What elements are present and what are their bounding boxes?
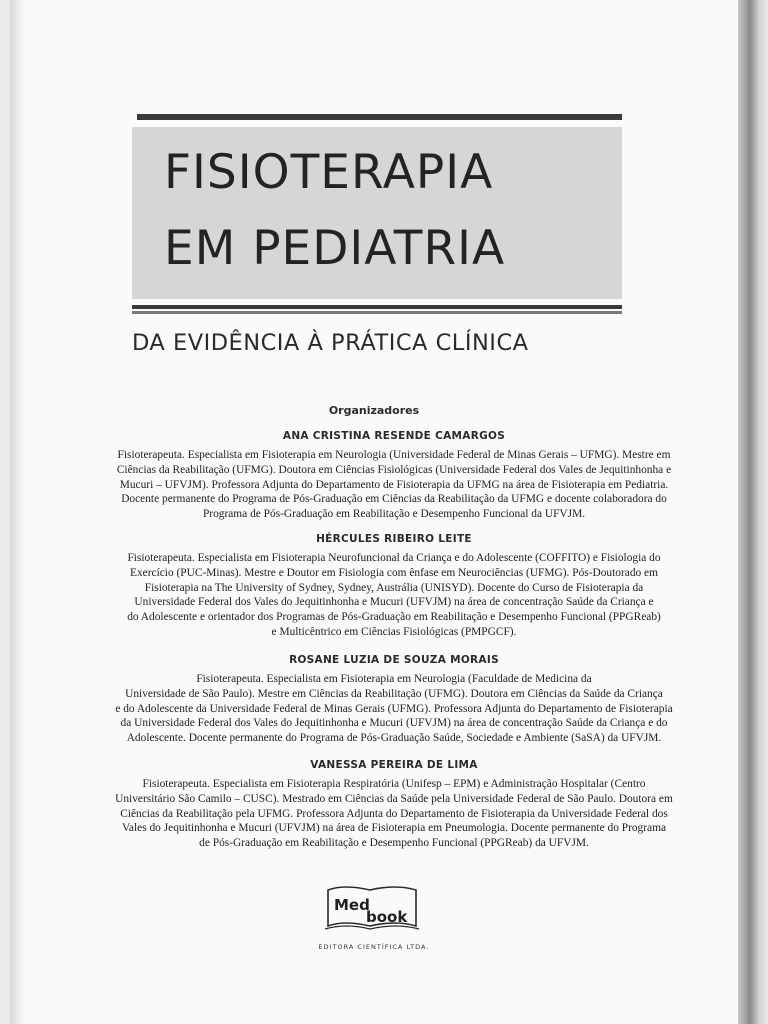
book-title-page [10,0,738,1024]
book-title-line-2: EM PEDIATRIA [164,221,506,276]
bio-line: Fisioterapeuta. Especialista em Fisioterapia Neurofuncional da Criança e do Adolescente (COFFITO) e Fisiologia do [127,552,661,564]
bio-line: Exercício (PUC-Minas). Mestre e Doutor em Fisiologia com ênfase em Neurociências (UFMG). Pós-Doutorado em [130,566,658,579]
bio-line: Ciências da Reabilitação (UFMG). Doutora em Ciências Fisiológicas (Universidade Federal dos Vales de Jequitinhonha e [116,463,672,476]
book-pages-edge [325,926,419,929]
logo-word-book: book [366,908,408,926]
author-block [64,759,724,851]
bio-line: e do Adolescente da Universidade Federal de Minas Gerais (UFMG). Professora Adjunta do Departamento de Fisioterapia [115,702,673,715]
bio-line: Fisioterapia na The University of Sydney, Sydney, Austrália (UNISYD). Docente do Curso de Fisioterapia da [144,581,644,594]
author-name: ANA CRISTINA RESENDE CAMARGOS [282,430,506,442]
bio-line: Universidade de São Paulo). Mestre em Ciências da Reabilitação (UFMG). Doutora em Ciências da Saúde da Criança [125,687,663,700]
bio-line: Fisioterapeuta. Especialista em Fisioterapia em Neurologia (Faculdade de Medicina da [196,673,592,685]
bio-line: Vales do Jequitinhonha e Mucuri (UFVJM) na área de Fisioterapia em Pneumologia. Docente permanente do Programa [121,822,667,835]
page-edge-shadow [738,0,768,1024]
author-name: HÉRCULES RIBEIRO LEITE [316,533,472,545]
author-bio [64,777,724,851]
bio-line: Fisioterapeuta. Especialista em Fisioterapia Respiratória (Unifesp – EPM) e Administração Hospitalar (Centro [142,778,646,790]
title-bottom-rule [132,305,622,314]
page-gutter-shadow [10,0,24,1024]
medbook-logo [322,882,422,932]
author-bio [64,448,724,522]
book-title-line-1: FISIOTERAPIA [164,145,494,200]
bio-line: Docente permanente do Programa de Pós-Graduação em Ciências da Reabilitação da UFMG e docente colaboradora do [121,493,667,506]
organizers-label: Organizadores [328,404,420,417]
author-block [64,654,724,746]
bio-line: de Pós-Graduação em Reabilitação e Desempenho Funcional (PPGReab) da UFVJM. [199,837,589,850]
bio-line: Programa de Pós-Graduação em Reabilitação e Desempenho Funcional da UFVJM. [202,508,586,521]
book-subtitle: DA EVIDÊNCIA À PRÁTICA CLÍNICA [132,330,529,356]
author-bio [64,551,724,640]
author-block [64,430,724,522]
publisher-name: EDITORA CIENTÍFICA LTDA. [318,943,430,951]
author-name: ROSANE LUZIA DE SOUZA MORAIS [289,654,499,666]
bio-line: Fisioterapeuta. Especialista em Fisioterapia em Neurologia (Universidade Federal de Minas Gerais – UFMG). Mestre em [117,449,671,461]
bio-line: Ciências da Reabilitação pela UFMG. Professora Adjunta do Departamento de Fisioterapia da Universidade Federal dos [120,807,668,820]
bio-line: do Adolescente e orientador dos Programas de Pós-Graduação em Reabilitação e Desempenho Funcional (PPGReab) [127,611,661,624]
bio-line: Universidade Federal dos Vales do Jequitinhonha e Mucuri (UFVJM) na área de concentração Saúde da Criança e [134,596,654,609]
bio-line: Universitário São Camilo – CUSC). Mestrado em Ciências da Saúde pela Universidade Federal de São Paulo. Doutora em [115,792,673,805]
author-name: VANESSA PEREIRA DE LIMA [310,759,478,771]
author-block [64,533,724,640]
bio-line: da Universidade Federal dos Vales do Jequitinhonha e Mucuri (UFVJM) na área de concentração Saúde da Criança e do [120,717,668,730]
logo-word-med: Med [334,896,370,914]
title-top-rule [137,114,622,120]
bio-line: Mucuri – UFVJM). Professora Adjunta do Departamento de Fisioterapia da UFMG na área de Fisioterapia em Pediatria. [119,478,669,491]
author-bio [64,672,724,746]
bio-line: Adolescente. Docente permanente do Programa de Pós-Graduação Saúde, Sociedade e Ambiente (SaSA) da UFVJM. [126,732,662,745]
bio-line: e Multicêntrico em Ciências Fisiológicas (PMPGCF). [271,625,517,638]
